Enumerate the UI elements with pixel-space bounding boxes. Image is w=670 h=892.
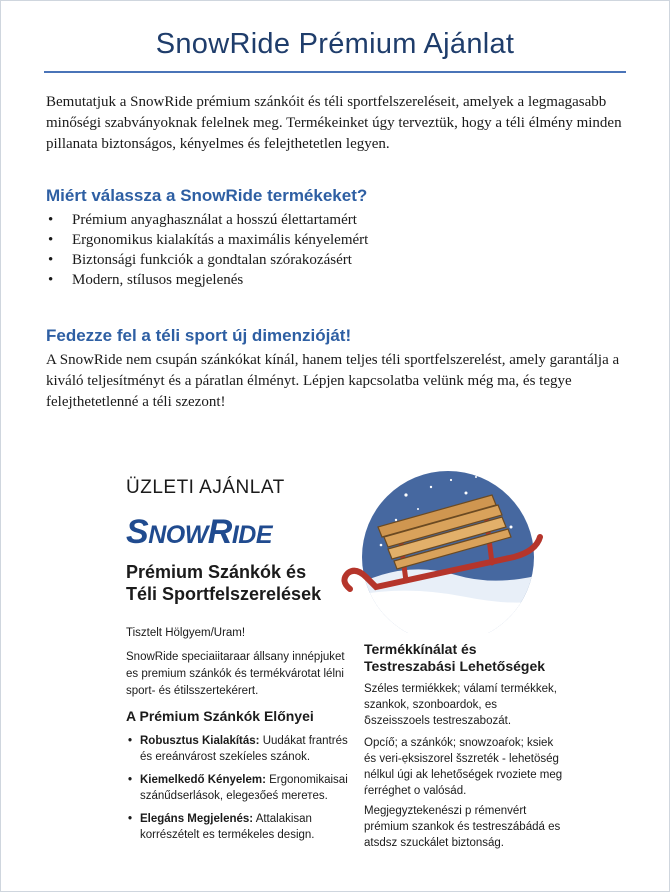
product-range-heading-line: Testreszabási Lehetőségek xyxy=(364,658,546,674)
list-item: • Biztonsági funkciók a gondtalan szórakozásért xyxy=(46,250,368,270)
options-text: Opcíő; a szánkók; snowzoaŕok; ksiek és vеri-ẹksiszorel šszreték - lehetöség nélkul úgi ak lehetőségek rvoziete meg ŕerréghet o valósád. xyxy=(364,737,563,797)
section1-heading: Miért válassza a SnowRide termékeket? xyxy=(46,186,368,205)
list-item xyxy=(126,733,356,765)
feature-label: Elegáns Megjelenés: xyxy=(140,813,254,825)
salutation: Tisztelt Hölgyem/Uram! xyxy=(126,627,246,639)
intro-paragraph: Bemutatjuk a SnowRide prémium szánkóit és téli sportfelszereléseit, amelyek a legmagasabb minőségi szabványoknak felelnek meg. Termékeinket úgy terveztük, hogy a téli élmény minden pillanata biztonságos, kényelmes és felejthetetlen legyen. xyxy=(46,94,622,152)
list-item xyxy=(126,811,356,843)
section2-heading: Fedezze fel a téli sport új dimenzióját! xyxy=(46,326,352,345)
product-range-heading xyxy=(364,641,574,675)
document-title: SnowRide Prémium Ajánlat xyxy=(155,28,515,60)
list-item xyxy=(126,772,356,804)
snowride-logo-mark xyxy=(124,511,294,551)
feature-text: Uudákat frantrés és ereánvárost szekíeles szánok. xyxy=(140,735,348,763)
svg-text:SNOWRIDE: SNOWRIDE xyxy=(126,513,273,551)
product-range-heading-line: Termékkínálat és xyxy=(364,641,477,657)
section2-paragraph: A SnowRide nem csupán szánkókat kínál, hanem teljes téli sportfelszerelést, amely garantálja a kiváló teljesítményt és a páratlan élményt. Lépjen kapcsolatba velünk még ma, és tegye felejthetetlenné a téli szezont! xyxy=(46,352,620,410)
feature-text: Attalakisan korrészételt es termékeles design. xyxy=(140,813,315,841)
list-item: • Prémium anyaghasználat a hosszú élettartamért xyxy=(46,210,368,230)
snow-sled-illustration xyxy=(336,465,572,633)
closing-text: Megjegyztekenészi p rémenvért prémium szankok és testreszábádá es atsdsz szuckálet biztonság. xyxy=(364,805,561,849)
advantages-heading: A Prémium Szánkók Előnyei xyxy=(126,708,314,724)
list-item: • Modern, stílusos megjelenés xyxy=(46,270,368,290)
list-item: • Ergonomikus kialakítás a maximális kényelemért xyxy=(46,230,368,250)
product-title-line: Téli Sportfelszerelések xyxy=(126,584,322,604)
snowride-logo xyxy=(124,511,294,559)
product-range-text: Széles termiékkek; válamí termékkek, szankok, szonboardok, es ẟszeisszoels testreszabozát. xyxy=(364,683,558,727)
benefits-list xyxy=(46,210,368,290)
feature-text: Ergonomikaisai szánűdserlások, elegeзőeś merетes. xyxy=(140,774,348,802)
title-divider xyxy=(44,71,626,73)
advantages-list xyxy=(126,733,356,850)
offer-heading: ÜZLETI AJÁNLAT xyxy=(126,477,285,498)
product-title-line: Prémium Szánkók és xyxy=(126,562,307,582)
feature-label: Robusztus Kialakítás: xyxy=(140,735,260,747)
offer-intro: SnowRide speciaiitaraar állsany innépjuket es premium szánkók és termékvárotat lélni sport- és étilsszertekérert. xyxy=(126,651,345,697)
business-offer-image xyxy=(110,465,570,875)
product-title xyxy=(126,561,356,605)
feature-label: Kiemelkedő Kényelem: xyxy=(140,774,266,786)
